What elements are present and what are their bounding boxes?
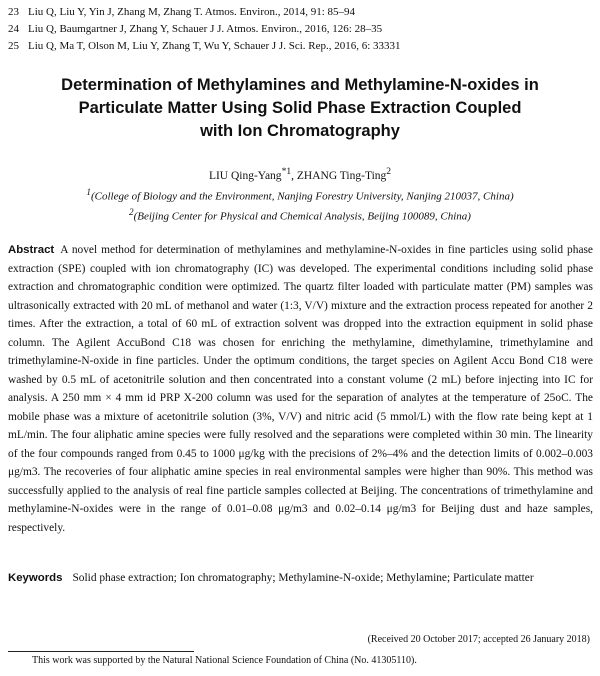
reference-text: Liu Q, Liu Y, Yin J, Zhang M, Zhang T. Atmos. Environ., 2014, 91: 85–94 [28,6,356,18]
author-separator: , [291,169,297,182]
affiliation [0,207,600,223]
reference-text: Liu Q, Ma T, Olson M, Liu Y, Zhang T, Wu Y, Schauer J J. Sci. Rep., 2016, 6: 33331 [28,40,401,52]
received-date: (Received 20 October 2017; accepted 26 January 2018) [367,634,590,645]
author-superscript: 2 [386,166,392,177]
reference-number: 23 [8,6,19,18]
reference-item [8,4,593,21]
reference-number: 24 [8,23,19,35]
abstract-text: A novel method for determination of methylamines and methylamine-N-oxides in fine particles using solid phase extraction (SPE) coupled with ion chromatography (IC) was developed. The experimental conditions including solid phase extraction and chromatographic condition were optimized. The quartz filter loaded with particulate matter (PM) samples was ultrasonically extracted with 20 mL of methanol and water (1:3, V/V) mixture and the extraction process repeated for another 2 times. After the extraction, a total of 60 mL of extraction solvent was dropped into the extraction equipment in solid phase column. The Agilent AccuBond C18 was chosen for enriching the methylamine, dimethylamine, trimethylamine and trimethylamine-N-oxide in fine particles. Under the optimum conditions, the target species on Agilent Accu Bond C18 were washed by 0.5 mL of acetonitrile solution and then concentrated into a constant volume (2 mL) before injecting into IC for analysis. A 250 mm × 4 mm id PRP X-200 column was used for the separation of analytes at the temperature of 25oC. The mobile phase was a mixture of acetonitrile solution (3%, V/V) and nitric acid (5 mmol/L) with the flow rate being kept at 1 mL/min. The four aliphatic amine species were fully resolved and the separations were completed within 30 min. The linearity of the four compounds ranged from 0.45 to 1000 μg/kg with the precisions of 2%–4% and the detection limits of 0.002–0.003 μg/m3. The recoveries of four aliphatic amine species in real environmental samples were higher than 90%. This method was successfully applied to the analysis of real fine particle samples collected at Beijing. The concentrations of trimethylamine and methylamine-N-oxides were in the range of 0.01–0.08 μg/m3 and 0.02–0.14 μg/m3 for Beijing dust and haze samples, respectively. [8,244,593,534]
reference-number: 25 [8,40,19,52]
reference-text: Liu Q, Baumgartner J, Zhang Y, Schauer J J. Atmos. Environ., 2016, 126: 28–35 [28,23,383,35]
reference-item [8,21,593,38]
reference-item [8,38,593,55]
abstract-label: Abstract [8,244,55,256]
keywords [8,569,593,588]
author-line [0,166,600,182]
title-line: Determination of Methylamines and Methylamine-N-oxides in [61,76,539,94]
funding-note: This work was supported by the Natural National Science Foundation of China (No. 41305110). [32,655,417,666]
author-name: ZHANG Ting-Ting [296,169,387,182]
reference-list [8,4,593,55]
affiliation-text: (Beijing Center for Physical and Chemical Analysis, Beijing 100089, China) [133,210,471,223]
paper-title [30,74,570,143]
affiliation-mark: 1 [86,187,91,197]
affiliation [0,187,600,203]
keywords-text: Solid phase extraction; Ion chromatography; Methylamine-N-oxide; Methylamine; Particulate matter [72,572,534,584]
footnote-divider [8,651,194,652]
abstract [8,241,593,537]
title-line: Particulate Matter Using Solid Phase Extraction Coupled [78,99,522,117]
keywords-label: Keywords [8,572,63,584]
title-line: with Ion Chromatography [200,122,400,140]
author-superscript: *1 [281,166,292,177]
affiliation-mark: 2 [129,207,134,217]
affiliation-text: (College of Biology and the Environment, Nanjing Forestry University, Nanjing 210037, China) [90,190,514,203]
author-name: LIU Qing-Yang [208,169,282,182]
